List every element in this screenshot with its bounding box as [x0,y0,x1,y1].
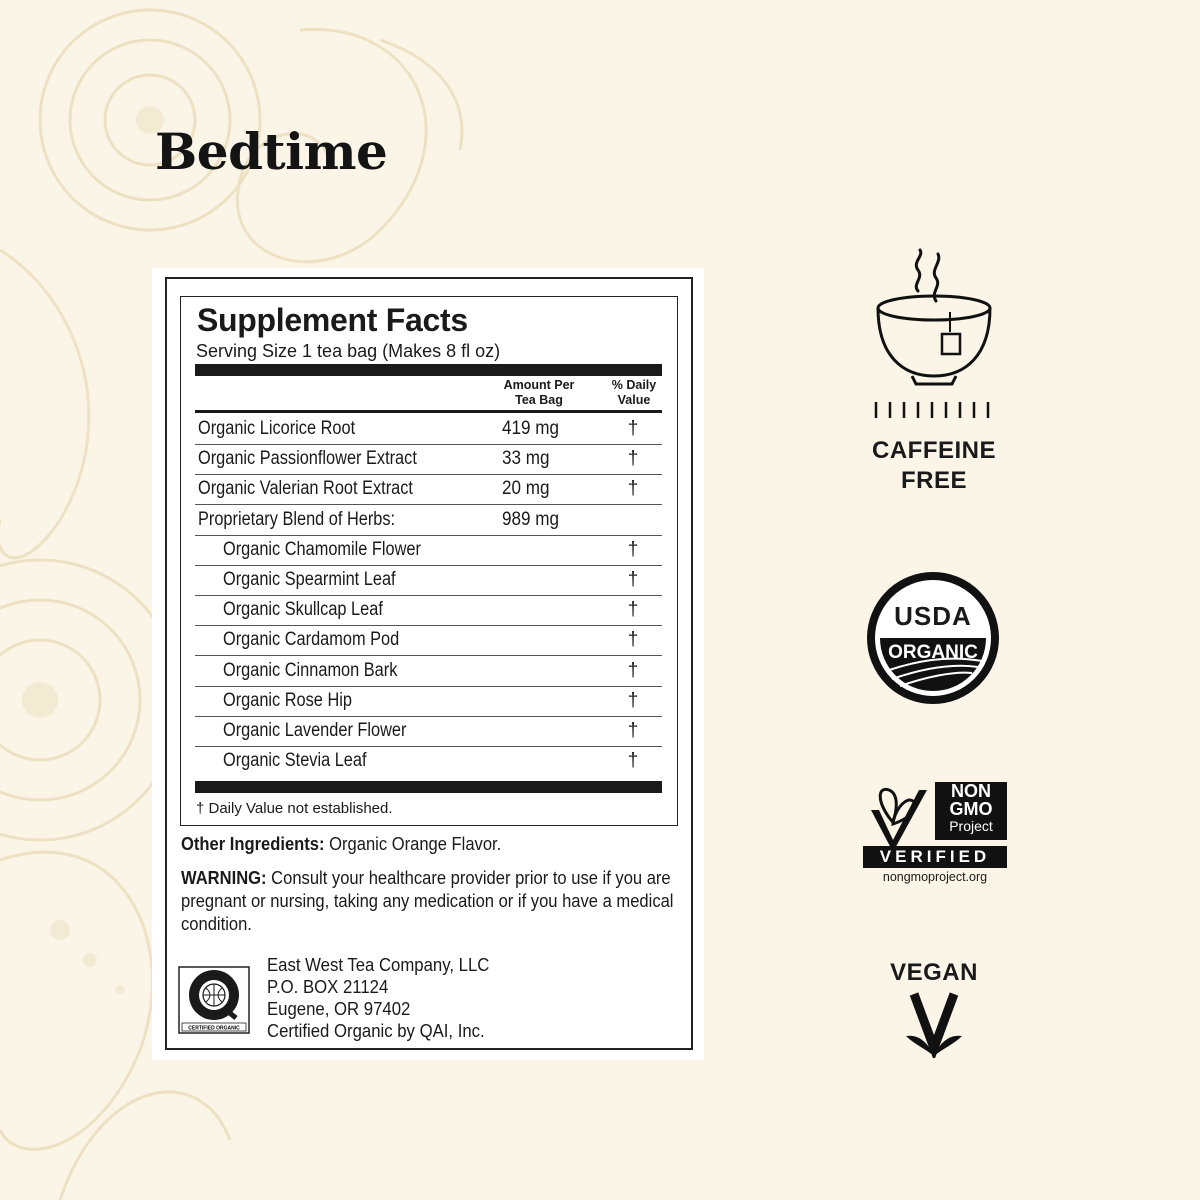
col-header-daily-value: % Daily Value [611,378,657,407]
ingredient-daily-value: † [627,750,639,772]
ingredient-amount: 419 mg [502,418,560,439]
facts-bottom-rule [195,781,662,793]
ingredient-daily-value: † [627,538,639,560]
other-ingredients [181,834,501,855]
company-city: Eugene, OR 97402 [267,999,411,1019]
usda-seal-graphic [866,571,1000,705]
col-header-amount: Amount Per Tea Bag [503,378,575,407]
other-ingredients-label: Other Ingredients: [181,834,325,854]
ingredient-name: Organic Licorice Root [198,418,356,439]
ingredient-name: Organic Rose Hip [223,689,352,711]
warning-label: WARNING: [181,868,267,888]
ingredient-daily-value: † [627,569,639,590]
ingredient-amount: 33 mg [502,448,550,470]
company-po-box: P.O. BOX 21124 [267,977,389,997]
ingredient-name: Organic Cardamom Pod [223,629,400,651]
caffeine-label-line1: CAFFEINE [872,437,996,464]
non-gmo-box [935,782,1007,840]
facts-row [195,445,662,475]
other-ingredients-text: Organic Orange Flavor. [324,834,502,854]
ingredient-daily-value: † [627,599,639,621]
ingredient-amount: 989 mg [502,508,560,530]
facts-row [195,687,662,717]
nongmo-url: nongmoproject.org [882,870,988,884]
ingredient-name: Organic Stevia Leaf [223,750,367,772]
product-title: Bedtime [155,122,388,181]
svg-text:CERTIFIED ORGANIC: CERTIFIED ORGANIC [188,1025,240,1032]
ingredient-name: Organic Skullcap Leaf [223,599,383,621]
facts-row [195,657,662,687]
header-rule [195,410,662,413]
vegan-label: VEGAN [890,959,978,986]
ingredient-daily-value: † [627,689,639,711]
facts-row [195,475,662,505]
ingredient-name: Organic Cinnamon Bark [223,659,398,681]
caffeine-free-label [860,436,1008,496]
vegan-v-leaf-icon [904,990,964,1058]
facts-row [195,506,662,536]
usda-organic-seal [866,571,1000,705]
verified-band: VERIFIED [863,846,1007,868]
facts-top-rule [195,364,662,376]
ingredient-name: Organic Lavender Flower [223,720,407,741]
serving-size: Serving Size 1 tea bag (Makes 8 fl oz) [196,341,501,361]
tea-cup-icon [868,246,1000,421]
company-name: East West Tea Company, LLC [267,955,490,975]
ingredient-name: Organic Chamomile Flower [223,538,421,560]
ingredient-daily-value: † [627,478,639,500]
daily-value-footnote: † Daily Value not established. [196,800,393,817]
ingredient-name: Organic Valerian Root Extract [198,478,413,500]
gmo-text: GMO [949,799,993,819]
organic-text: ORGANIC [888,642,978,663]
facts-heading: Supplement Facts [197,302,468,338]
non-gmo-verified-badge [863,782,1007,888]
facts-row [195,626,662,656]
usda-text: USDA [894,601,972,631]
facts-row [195,415,662,445]
caffeine-label-line2: FREE [900,467,967,494]
ingredient-name: Organic Passionflower Extract [198,448,417,470]
project-text: Project [949,818,993,834]
facts-row [195,717,662,747]
ingredient-daily-value: † [627,720,639,741]
warning-body: Consult your healthcare provider prior to use if you are pregnant or nursing, taking any medication or if you have a medical condition. [181,868,674,934]
ingredient-daily-value: † [627,659,639,681]
company-certifier: Certified Organic by QAI, Inc. [267,1021,485,1041]
facts-row [195,536,662,566]
ingredient-name: Organic Spearmint Leaf [223,569,396,590]
ingredient-amount: 20 mg [502,478,550,500]
non-text: NON [951,781,991,801]
ingredient-name: Proprietary Blend of Herbs: [198,508,396,530]
company-address [267,954,489,1042]
ingredient-daily-value: † [627,629,639,651]
facts-row [195,566,662,596]
qai-certified-organic-seal [178,966,250,1034]
warning-text [181,867,682,936]
facts-row [195,747,662,777]
facts-row [195,596,662,626]
ingredient-daily-value: † [627,418,639,439]
ingredient-daily-value: † [627,448,639,470]
